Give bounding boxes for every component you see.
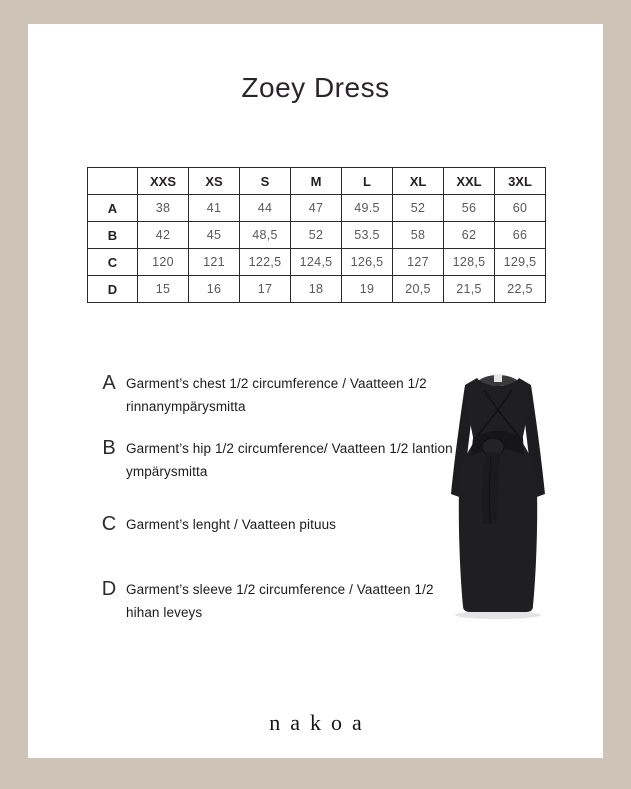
dress-body — [459, 378, 537, 612]
measurement-cell: 21,5 — [444, 276, 495, 303]
measurement-cell: 58 — [393, 222, 444, 249]
measurement-cell: 60 — [495, 195, 546, 222]
legend-row-d — [92, 578, 458, 624]
size-column-header: S — [240, 168, 291, 195]
measurement-cell: 45 — [189, 222, 240, 249]
measurement-cell: 128,5 — [444, 249, 495, 276]
measurement-cell: 122,5 — [240, 249, 291, 276]
size-column-header: XXS — [138, 168, 189, 195]
table-row-b — [88, 222, 546, 249]
measurement-cell: 48,5 — [240, 222, 291, 249]
measurement-cell: 53.5 — [342, 222, 393, 249]
measurement-cell: 44 — [240, 195, 291, 222]
measurement-cell: 18 — [291, 276, 342, 303]
table-row-a — [88, 195, 546, 222]
legend-letter: D — [101, 578, 117, 600]
legend-row-a — [92, 372, 458, 418]
table-row-d — [88, 276, 546, 303]
dress-graphic — [437, 352, 587, 632]
brand-logo: nakoa — [269, 710, 372, 735]
legend-description: Garment’s chest 1/2 circumference / Vaatteen 1/2 rinnanympärysmitta — [126, 376, 427, 414]
size-guide-card — [28, 24, 603, 758]
row-label: B — [88, 222, 138, 249]
measurement-cell: 16 — [189, 276, 240, 303]
legend-row-b — [92, 437, 458, 483]
size-table-corner-cell — [88, 168, 138, 195]
measurement-cell: 127 — [393, 249, 444, 276]
dress-care-label — [494, 374, 502, 382]
legend-description: Garment’s sleeve 1/2 circumference / Vaatteen 1/2 hihan leveys — [126, 582, 434, 620]
dress-shadow — [455, 611, 541, 619]
size-table — [87, 167, 546, 303]
size-table-header-row — [88, 168, 546, 195]
measurement-cell: 56 — [444, 195, 495, 222]
size-column-header: XS — [189, 168, 240, 195]
measurement-cell: 22,5 — [495, 276, 546, 303]
measurement-cell: 20,5 — [393, 276, 444, 303]
measurement-cell: 38 — [138, 195, 189, 222]
measurement-cell: 17 — [240, 276, 291, 303]
table-row-c — [88, 249, 546, 276]
measurement-cell: 52 — [291, 222, 342, 249]
size-column-header: 3XL — [495, 168, 546, 195]
measurement-cell: 42 — [138, 222, 189, 249]
measurement-cell: 41 — [189, 195, 240, 222]
size-column-header: M — [291, 168, 342, 195]
legend-letter: B — [102, 437, 116, 459]
measurement-cell: 49.5 — [342, 195, 393, 222]
measurement-cell: 52 — [393, 195, 444, 222]
legend-description: Garment’s hip 1/2 circumference/ Vaatteen 1/2 lantion ympärysmitta — [126, 441, 453, 479]
measurement-cell: 121 — [189, 249, 240, 276]
product-photo — [437, 352, 587, 632]
measurement-cell: 19 — [342, 276, 393, 303]
measurement-cell: 126,5 — [342, 249, 393, 276]
page-title: Zoey Dress — [241, 72, 390, 103]
legend-letter: C — [101, 513, 117, 535]
legend-letter: A — [102, 372, 116, 394]
measurement-cell: 62 — [444, 222, 495, 249]
row-label: A — [88, 195, 138, 222]
row-label: D — [88, 276, 138, 303]
measurement-cell: 66 — [495, 222, 546, 249]
row-label: C — [88, 249, 138, 276]
size-column-header: XL — [393, 168, 444, 195]
measurement-cell: 47 — [291, 195, 342, 222]
size-column-header: L — [342, 168, 393, 195]
size-column-header: XXL — [444, 168, 495, 195]
legend-row-c — [92, 513, 458, 536]
measurement-cell: 124,5 — [291, 249, 342, 276]
legend-description: Garment’s lenght / Vaatteen pituus — [126, 517, 337, 532]
measurement-cell: 15 — [138, 276, 189, 303]
measurement-cell: 129,5 — [495, 249, 546, 276]
measurement-cell: 120 — [138, 249, 189, 276]
